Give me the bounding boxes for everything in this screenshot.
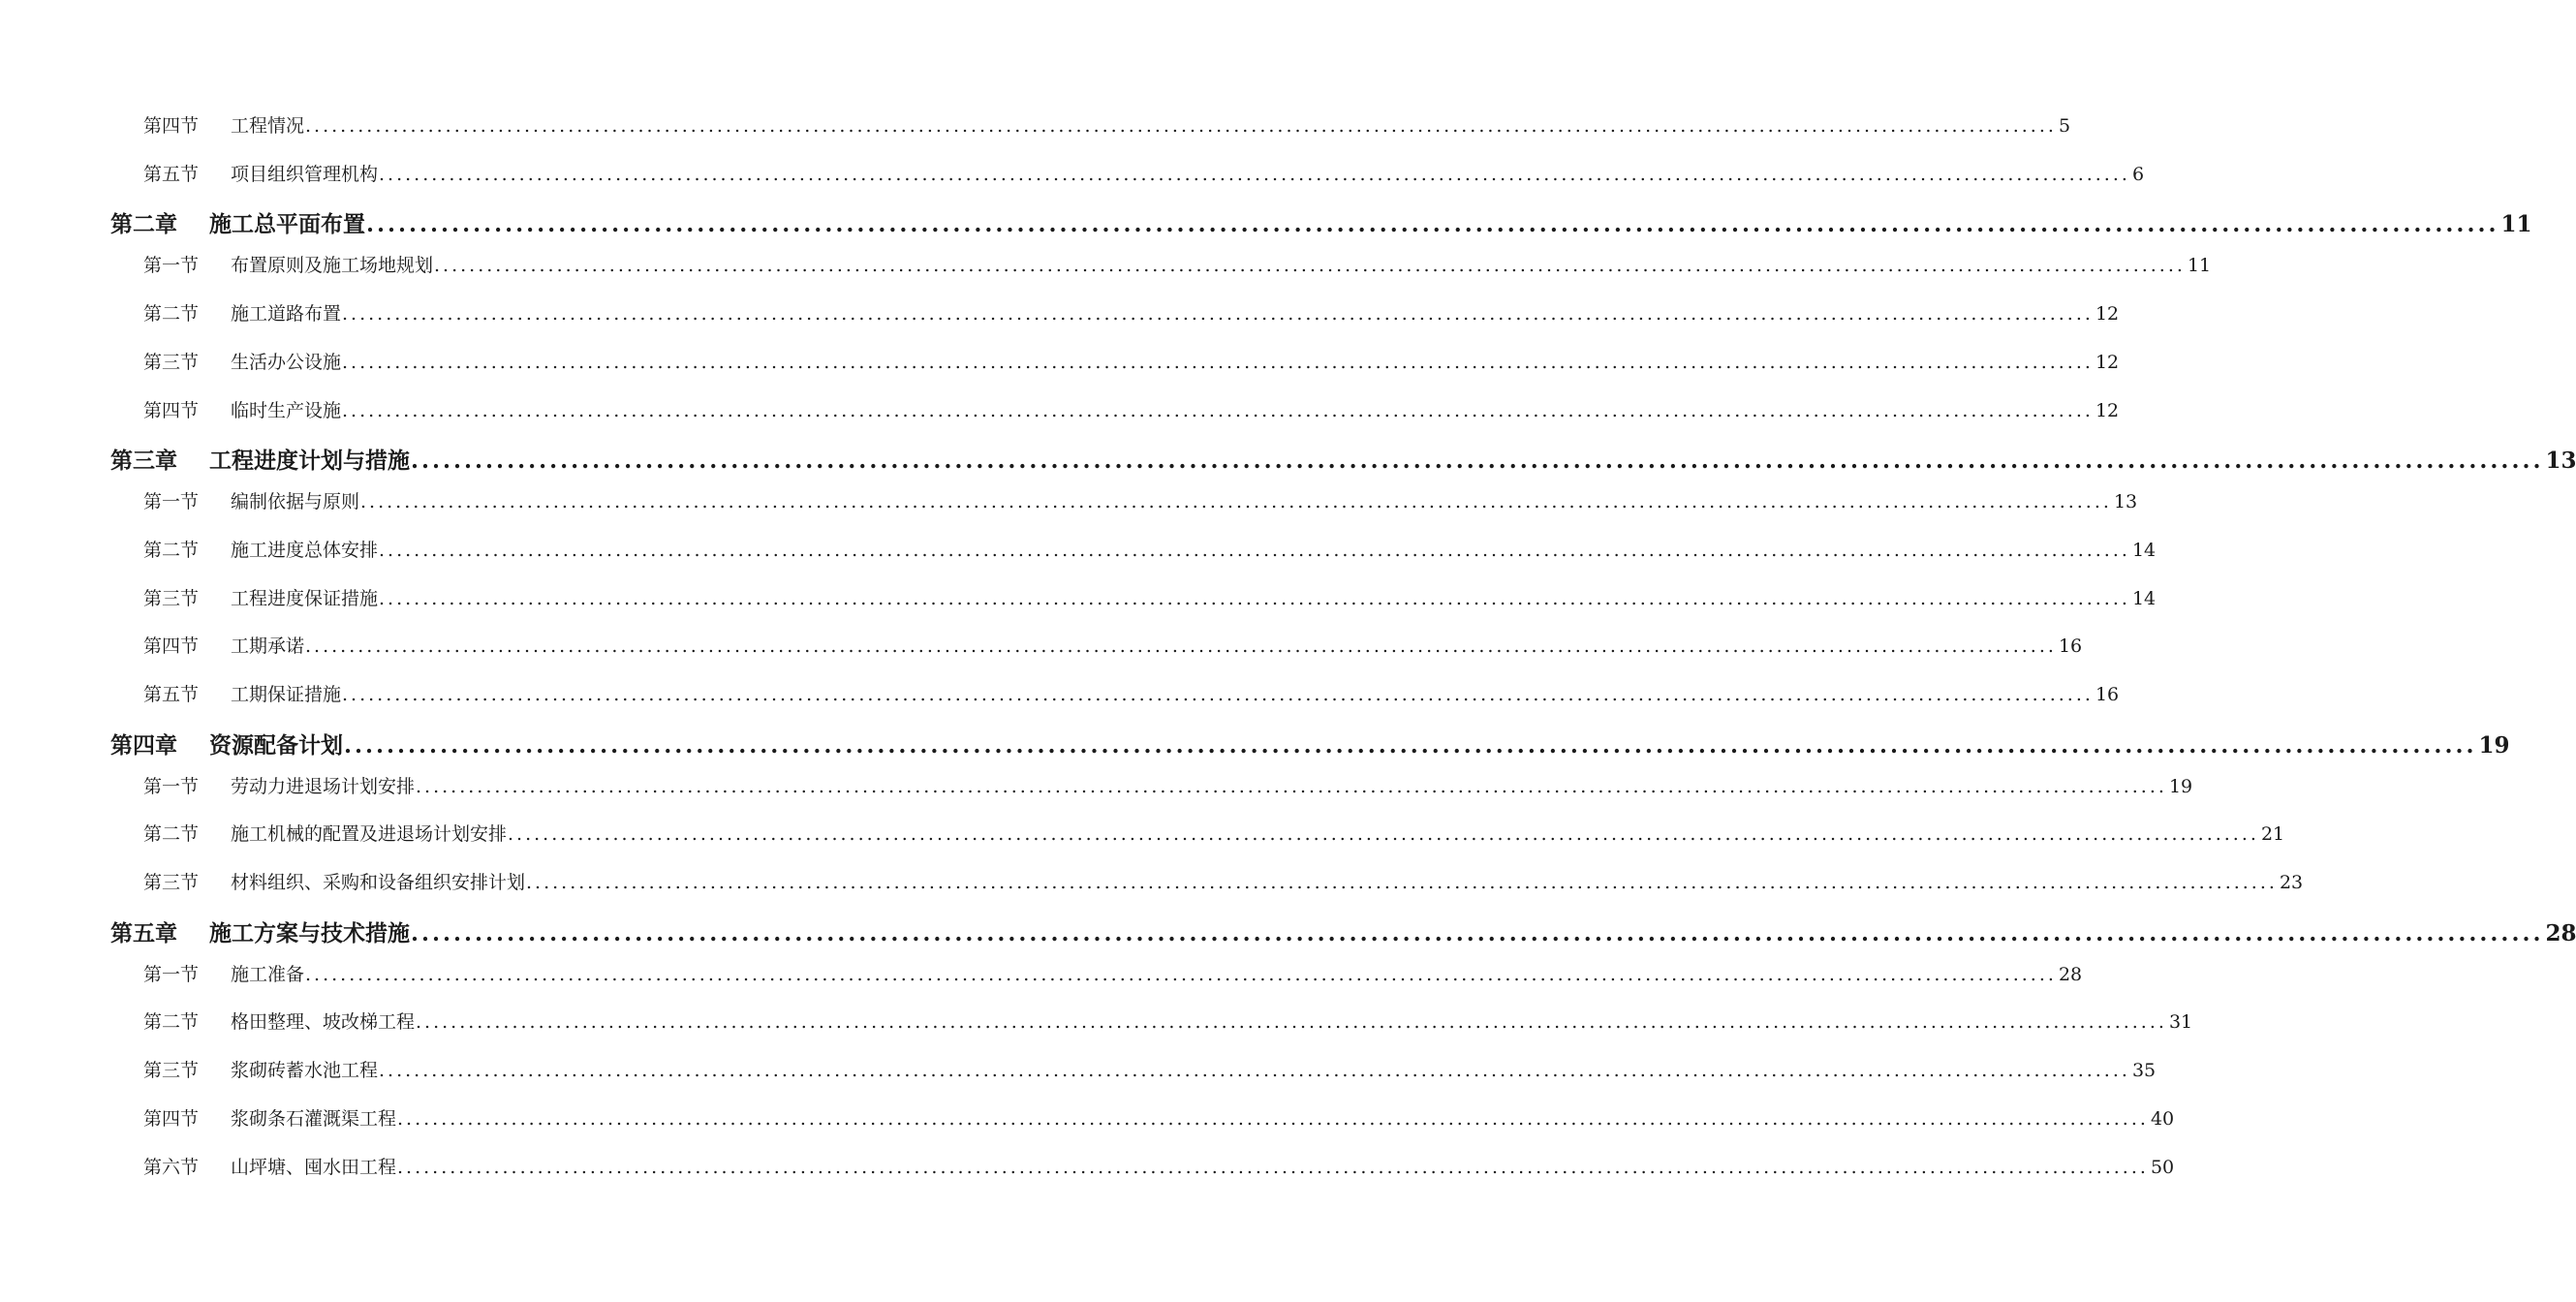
section-title: 施工进度总体安排 [231,540,379,561]
section-number: 第四节 [143,636,200,657]
toc-section-entry[interactable] [143,868,2304,894]
section-number: 第四节 [143,115,200,137]
section-title: 格田整理、坡改梯工程 [231,1011,416,1033]
toc-section-entry[interactable] [143,1153,2175,1179]
dot-leader: ........................................................................................................................................................................................................ [411,448,2544,474]
dot-leader: ........................................................................................................................................................................................................ [342,684,2094,705]
section-number: 第三节 [143,872,200,893]
chapter-title: 施工方案与技术措施 [209,920,410,946]
dot-leader: ........................................................................................................................................................................................................ [397,1108,2149,1130]
section-title: 施工道路布置 [231,303,342,325]
chapter-number: 第三章 [110,448,177,474]
page-number: 6 [2131,164,2145,185]
toc-chapter-entry[interactable] [110,443,2576,475]
toc-section-entry[interactable] [143,680,2120,706]
chapter-title: 工程进度计划与措施 [209,448,410,474]
page-number: 13 [2545,448,2576,474]
section-title: 工期保证措施 [231,684,342,705]
dot-leader: ........................................................................................................................................................................................................ [360,491,2112,512]
page-number: 11 [2500,211,2532,237]
dot-leader: ........................................................................................................................................................................................................ [411,920,2544,946]
section-number: 第四节 [143,400,200,421]
page-number: 12 [2095,303,2120,325]
chapter-title: 施工总平面布置 [209,211,365,237]
section-title: 临时生产设施 [231,400,342,421]
page-number: 35 [2131,1060,2157,1081]
page-number: 16 [2058,636,2083,657]
section-number: 第二节 [143,540,200,561]
toc-section-entry[interactable] [143,111,2071,138]
chapter-number: 第四章 [110,732,177,759]
toc-section-entry[interactable] [143,1008,2193,1034]
page-number: 40 [2150,1108,2175,1130]
dot-leader: ........................................................................................................................................................................................................ [379,1060,2130,1081]
dot-leader: ........................................................................................................................................................................................................ [379,540,2130,561]
toc-chapter-entry[interactable] [110,915,2576,947]
page-number: 12 [2095,400,2120,421]
page-number: 13 [2113,491,2138,512]
dot-leader: ........................................................................................................................................................................................................ [305,636,2057,657]
section-number: 第一节 [143,255,200,276]
section-title: 材料组织、采购和设备组织安排计划 [231,872,526,893]
section-number: 第四节 [143,1108,200,1130]
section-number: 第三节 [143,588,200,609]
toc-section-entry[interactable] [143,584,2157,610]
toc-section-entry[interactable] [143,632,2083,658]
page-number: 11 [2187,255,2212,276]
dot-leader: ........................................................................................................................................................................................................ [305,115,2057,137]
section-number: 第三节 [143,1060,200,1081]
section-number: 第六节 [143,1157,200,1178]
page-number: 28 [2058,964,2083,985]
dot-leader: ........................................................................................................................................................................................................ [508,823,2259,845]
section-title: 工期承诺 [231,636,305,657]
dot-leader: ........................................................................................................................................................................................................ [397,1157,2149,1178]
dot-leader: ........................................................................................................................................................................................................ [342,352,2094,373]
toc-section-entry[interactable] [143,299,2120,326]
dot-leader: ........................................................................................................................................................................................................ [366,211,2499,237]
toc-section-entry[interactable] [143,160,2145,186]
toc-section-entry[interactable] [143,396,2120,422]
toc-section-entry[interactable] [143,1104,2175,1131]
dot-leader: ........................................................................................................................................................................................................ [379,164,2130,185]
page-number: 16 [2095,684,2120,705]
page-number: 19 [2168,776,2193,797]
dot-leader: ........................................................................................................................................................................................................ [305,964,2057,985]
section-title: 施工准备 [231,964,305,985]
page-number: 21 [2260,823,2285,845]
section-title: 浆砌条石灌溉渠工程 [231,1108,397,1130]
section-title: 工程情况 [231,115,305,137]
section-title: 工程进度保证措施 [231,588,379,609]
section-title: 生活办公设施 [231,352,342,373]
section-number: 第三节 [143,352,200,373]
dot-leader: ........................................................................................................................................................................................................ [526,872,2278,893]
page-number: 14 [2131,588,2157,609]
section-title: 项目组织管理机构 [231,164,379,185]
dot-leader: ........................................................................................................................................................................................................ [416,776,2167,797]
section-title: 施工机械的配置及进退场计划安排 [231,823,508,845]
toc-chapter-entry[interactable] [110,206,2532,238]
section-number: 第二节 [143,1011,200,1033]
toc-section-entry[interactable] [143,820,2285,846]
section-number: 第二节 [143,303,200,325]
section-title: 布置原则及施工场地规划 [231,255,434,276]
page-number: 50 [2150,1157,2175,1178]
section-title: 山坪塘、囤水田工程 [231,1157,397,1178]
section-number: 第一节 [143,964,200,985]
section-number: 第二节 [143,823,200,845]
toc-chapter-entry[interactable] [110,728,2510,760]
dot-leader: ........................................................................................................................................................................................................ [379,588,2130,609]
toc-section-entry[interactable] [143,536,2157,562]
page-number: 14 [2131,540,2157,561]
section-number: 第五节 [143,684,200,705]
section-title: 浆砌砖蓄水池工程 [231,1060,379,1081]
chapter-number: 第五章 [110,920,177,946]
page-number: 31 [2168,1011,2193,1033]
page-number: 12 [2095,352,2120,373]
section-number: 第一节 [143,776,200,797]
page-number: 19 [2478,732,2510,759]
section-title: 劳动力进退场计划安排 [231,776,416,797]
section-title: 编制依据与原则 [231,491,360,512]
page-number: 23 [2279,872,2304,893]
page-number: 5 [2058,115,2071,137]
section-number: 第一节 [143,491,200,512]
toc-section-entry[interactable] [143,251,2212,277]
section-number: 第五节 [143,164,200,185]
dot-leader: ........................................................................................................................................................................................................ [342,303,2094,325]
dot-leader: ........................................................................................................................................................................................................ [434,255,2186,276]
toc-section-entry[interactable] [143,960,2083,986]
toc-section-entry[interactable] [143,348,2120,374]
chapter-number: 第二章 [110,211,177,237]
chapter-title: 资源配备计划 [209,732,343,759]
dot-leader: ........................................................................................................................................................................................................ [344,732,2477,759]
page-number: 28 [2545,920,2576,946]
toc-section-entry[interactable] [143,487,2138,513]
toc-section-entry[interactable] [143,1056,2157,1082]
dot-leader: ........................................................................................................................................................................................................ [342,400,2094,421]
dot-leader: ........................................................................................................................................................................................................ [416,1011,2167,1033]
toc-section-entry[interactable] [143,772,2193,798]
